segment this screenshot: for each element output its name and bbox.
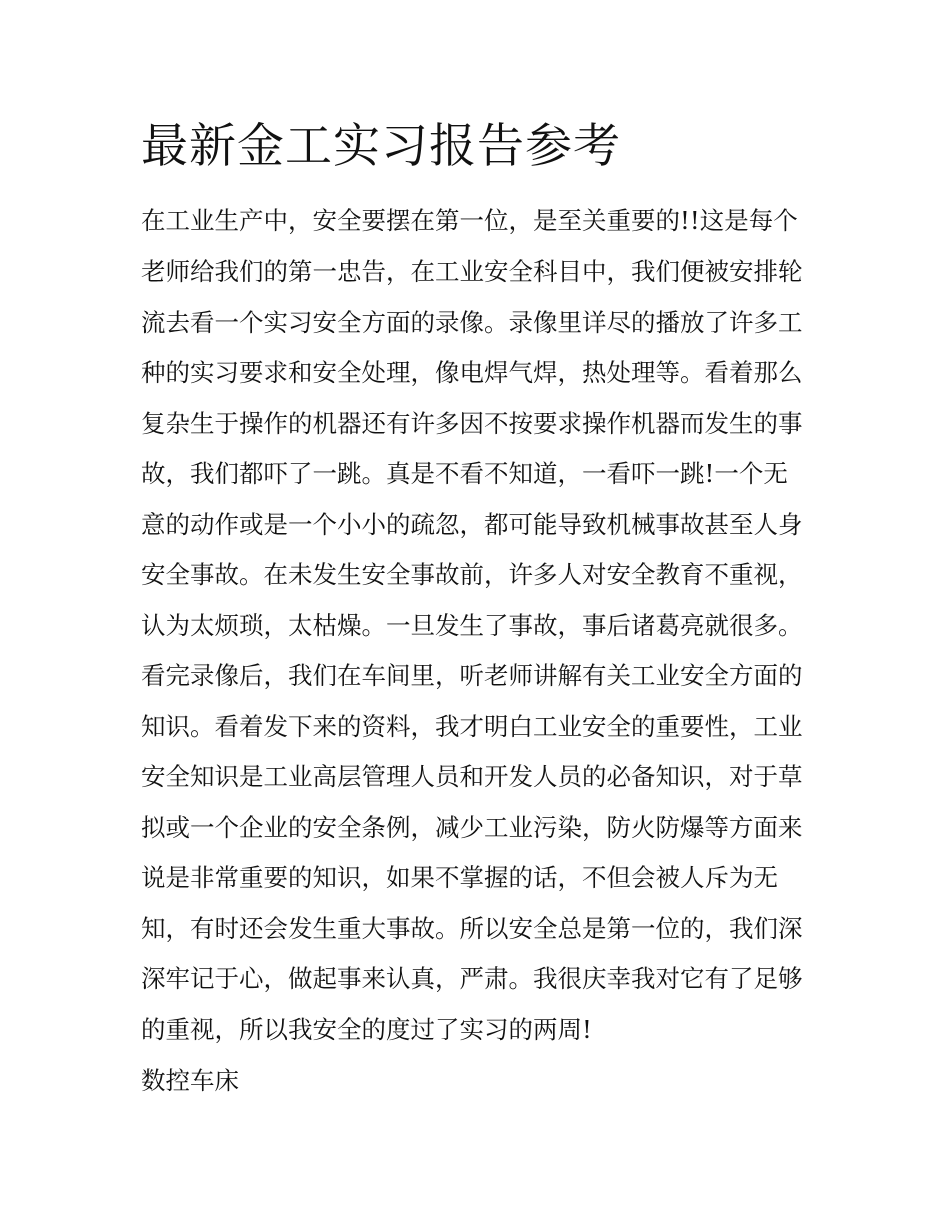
- paragraph-line: 种的实习要求和安全处理，像电焊气焊，热处理等。看着那么: [141, 358, 803, 387]
- paragraph-line: 看完录像后，我们在车间里，听老师讲解有关工业安全方面的: [141, 661, 803, 690]
- paragraph-line: 流去看一个实习安全方面的录像。录像里详尽的播放了许多工: [141, 308, 803, 337]
- page-title: 最新金工实习报告参考: [141, 119, 621, 174]
- paragraph-line: 故，我们都吓了一跳。真是不看不知道，一看吓一跳!一个无: [141, 459, 788, 488]
- paragraph-line: 认为太烦琐，太枯燥。一旦发生了事故，事后诸葛亮就很多。: [141, 611, 803, 640]
- paragraph-line: 知，有时还会发生重大事故。所以安全总是第一位的，我们深: [141, 914, 803, 943]
- paragraph-line: 在工业生产中，安全要摆在第一位，是至关重要的!!这是每个: [141, 206, 798, 235]
- paragraph-line: 说是非常重要的知识，如果不掌握的话，不但会被人斥为无: [141, 863, 778, 892]
- paragraph-line: 复杂生于操作的机器还有许多因不按要求操作机器而发生的事: [141, 409, 803, 438]
- paragraph-line: 拟或一个企业的安全条例，减少工业污染，防火防爆等方面来: [141, 813, 803, 842]
- paragraph-line: 深牢记于心，做起事来认真，严肃。我很庆幸我对它有了足够: [141, 964, 803, 993]
- paragraph-line: 意的动作或是一个小小的疏忽，都可能导致机械事故甚至人身: [141, 510, 803, 539]
- paragraph-line: 安全事故。在未发生安全事故前，许多人对安全教育不重视，: [141, 560, 803, 589]
- section-heading: 数控车床: [141, 1066, 239, 1095]
- paragraph-line: 老师给我们的第一忠告，在工业安全科目中，我们便被安排轮: [141, 257, 803, 286]
- paragraph-line: 安全知识是工业高层管理人员和开发人员的必备知识，对于草: [141, 762, 803, 791]
- paragraph-line: 的重视，所以我安全的度过了实习的两周!: [141, 1015, 592, 1044]
- paragraph-line: 知识。看着发下来的资料，我才明白工业安全的重要性，工业: [141, 712, 803, 741]
